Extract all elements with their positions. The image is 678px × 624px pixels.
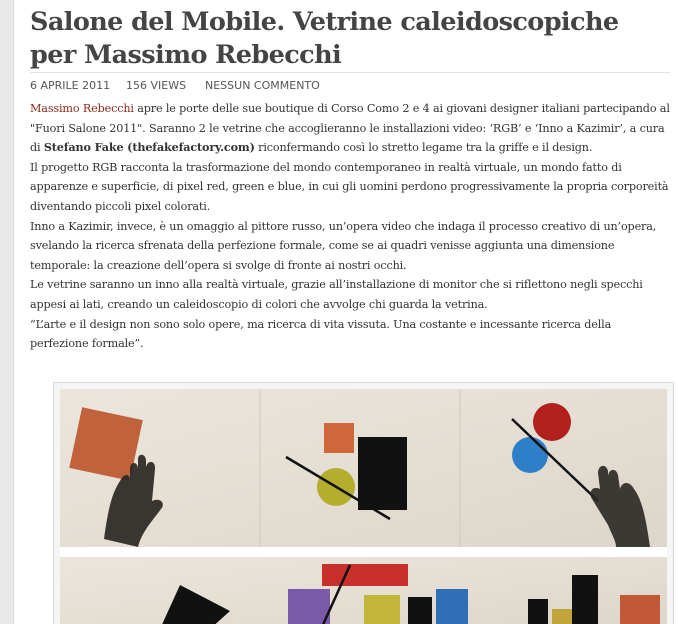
article-body	[30, 99, 670, 354]
lower-orange-rectangle	[620, 595, 660, 624]
article-meta	[30, 72, 670, 93]
paragraph-vetrine: Le vetrine saranno un inno alla realtà virtuale, grazie all’installazione di monitor che si riflettono negli specchi appesi ai lati, creando un caleidoscopio di colori che avvolge chi guarda la vetrina.	[30, 278, 643, 311]
comments-link[interactable]	[205, 76, 320, 96]
comments-link-text[interactable]: NESSUN COMMENTO	[205, 79, 320, 92]
lower-red-rectangle	[322, 564, 408, 586]
black-rectangle-shape	[358, 437, 407, 510]
view-count: 156 VIEWS	[126, 79, 187, 92]
article-title[interactable]: Salone del Mobile. Vetrine caleidoscopiche per Massimo Rebecchi	[30, 7, 619, 70]
curator-name: Stefano Fake (thefakefactory.com)	[43, 140, 255, 155]
post-date: 6 APRILE 2011	[30, 79, 111, 92]
intro-text-a: apre le porte delle sue boutique di Corso Como 2 e 4 ai giovani designer italiani partecipando al "Fuori Salone 2011". Saranno 2 le vetrine che accoglieranno le installazioni video: ‘RGB’ e ‘Inno a Kazimir’, a cura di	[30, 102, 670, 155]
author-link[interactable]: Massimo Rebecchi	[30, 102, 134, 115]
paragraph-rgb: Il progetto RGB racconta la trasformazione del mondo contemporaneo in realtà virtuale, un mondo fatto di apparenze e superficie, di pixel red, green e blue, in cui gli uomini perdono progressivamente la propria corporeità diventando piccoli pixel colorati.	[30, 160, 669, 213]
orange-small-square-shape	[324, 423, 354, 453]
red-circle-shape	[533, 403, 571, 441]
lower-black-bar-2	[528, 599, 548, 624]
image-divider	[60, 547, 667, 557]
intro-text-b: riconfermando così lo stretto legame tra la griffe e il design.	[254, 141, 593, 155]
sidebar-edge	[0, 0, 14, 624]
paragraph-intro	[30, 99, 670, 158]
lower-blue-square	[436, 589, 468, 624]
lower-yellow-square	[364, 595, 400, 624]
lower-black-bar-3	[572, 575, 598, 624]
article-image[interactable]	[53, 382, 674, 624]
lower-black-bar	[408, 597, 432, 624]
lower-purple-square	[288, 589, 330, 624]
blue-circle-shape	[512, 437, 548, 473]
paragraph-quote: “L’arte e il design non sono solo opere, ma ricerca di vita vissuta. Una costante e incessante ricerca della perfezione formale”.	[30, 317, 612, 351]
paragraph-kazimir: Inno a Kazimir, invece, è un omaggio al pittore russo, un’opera video che indaga il processo creativo di un’opera, svelando la ricerca sfrenata della perfezione formale, come se ai quadri venisse aggiunta una dimensione temporale: la creazione dell’opera si svolge di fronte ai nostri occhi.	[30, 219, 657, 272]
installation-image	[60, 389, 667, 624]
